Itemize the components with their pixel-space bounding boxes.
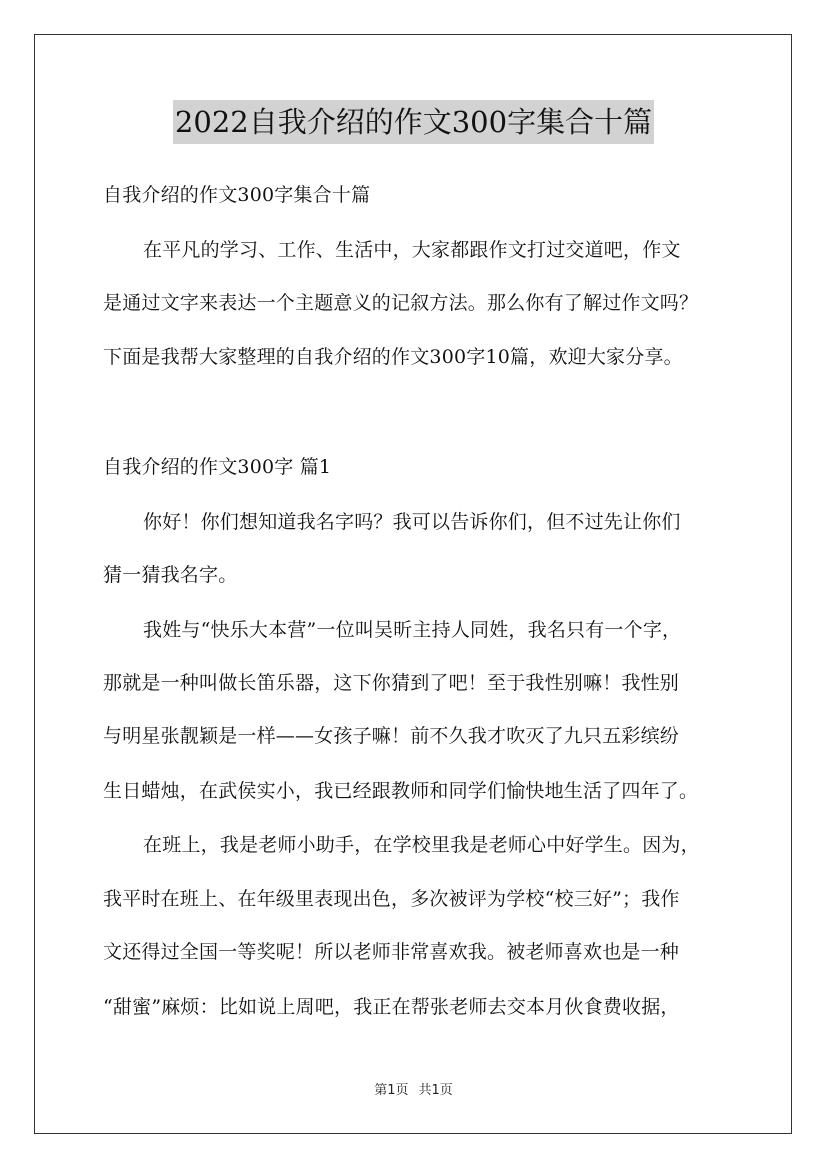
section-heading: 自我介绍的作文300字 篇1 xyxy=(103,456,332,478)
p2-line-3: 与明星张靓颖是一样——女孩子嘛！前不久我才吹灭了九只五彩缤纷 xyxy=(103,725,680,747)
p3-line-3: 文还得过全国一等奖呢！所以老师非常喜欢我。被老师喜欢也是一种 xyxy=(103,941,680,963)
document-title: 2022自我介绍的作文300字集合十篇 xyxy=(173,100,654,144)
intro-line-1: 在平凡的学习、工作、生活中，大家都跟作文打过交道吧，作文 xyxy=(143,239,681,261)
intro-line-2: 是通过文字来表达一个主题意义的记叙方法。那么你有了解过作文吗？ xyxy=(103,292,699,314)
p1-line-2: 猜一猜我名字。 xyxy=(103,564,238,586)
page-footer xyxy=(0,1082,827,1100)
footer-page-current: 第1页 xyxy=(374,1083,409,1098)
p2-line-2: 那就是一种叫做长笛乐器，这下你猜到了吧！至于我性别嘛！我性别 xyxy=(103,672,680,694)
p3-line-2: 我平时在班上、在年级里表现出色，多次被评为学校“校三好”；我作 xyxy=(103,888,680,910)
p2-line-1: 我姓与“快乐大本营”一位叫吴昕主持人同姓，我名只有一个字， xyxy=(143,619,682,641)
title-container xyxy=(0,100,827,144)
intro-line-3: 下面是我帮大家整理的自我介绍的作文300字10篇，欢迎大家分享。 xyxy=(103,346,683,368)
document-subtitle: 自我介绍的作文300字集合十篇 xyxy=(103,184,371,206)
p1-line-1: 你好！你们想知道我名字吗？我可以告诉你们，但不过先让你们 xyxy=(143,511,681,533)
footer-page-total: 共1页 xyxy=(418,1083,453,1098)
p2-line-4: 生日蜡烛，在武侯实小，我已经跟教师和同学们愉快地生活了四年了。 xyxy=(103,780,699,802)
p3-line-4: “甜蜜”麻烦：比如说上周吧，我正在帮张老师去交本月伙食费收据， xyxy=(103,996,680,1018)
p3-line-1: 在班上，我是老师小助手，在学校里我是老师心中好学生。因为， xyxy=(143,834,700,856)
